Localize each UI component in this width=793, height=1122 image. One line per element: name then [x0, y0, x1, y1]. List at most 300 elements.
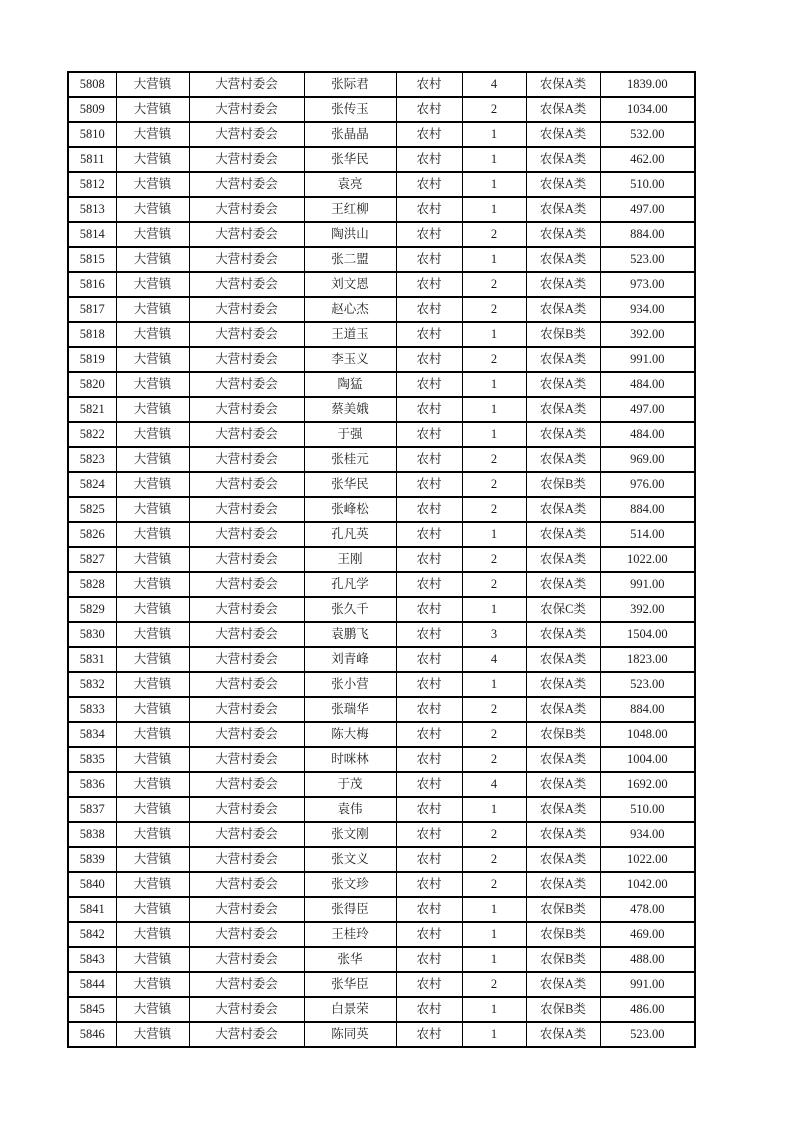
cell-village-committee: 大营村委会 — [189, 722, 304, 747]
cell-person-name: 张华臣 — [304, 972, 396, 997]
cell-town: 大营镇 — [116, 122, 189, 147]
cell-person-name: 陈大梅 — [304, 722, 396, 747]
cell-record-no: 5818 — [68, 322, 116, 347]
cell-amount: 991.00 — [600, 347, 695, 372]
cell-amount: 484.00 — [600, 422, 695, 447]
table-row — [68, 597, 695, 622]
cell-residence-type: 农村 — [396, 697, 462, 722]
cell-record-no: 5811 — [68, 147, 116, 172]
cell-amount: 523.00 — [600, 247, 695, 272]
cell-household-count: 4 — [462, 72, 526, 97]
cell-person-name: 刘文恩 — [304, 272, 396, 297]
cell-person-name: 蔡美娥 — [304, 397, 396, 422]
cell-amount: 523.00 — [600, 672, 695, 697]
cell-record-no: 5813 — [68, 197, 116, 222]
cell-town: 大营镇 — [116, 422, 189, 447]
table-row — [68, 847, 695, 872]
cell-amount: 510.00 — [600, 172, 695, 197]
cell-household-count: 2 — [462, 447, 526, 472]
cell-amount: 523.00 — [600, 1022, 695, 1047]
cell-household-count: 2 — [462, 347, 526, 372]
cell-record-no: 5833 — [68, 697, 116, 722]
table-row — [68, 1022, 695, 1047]
cell-town: 大营镇 — [116, 522, 189, 547]
cell-residence-type: 农村 — [396, 497, 462, 522]
cell-village-committee: 大营村委会 — [189, 197, 304, 222]
cell-household-count: 1 — [462, 322, 526, 347]
cell-residence-type: 农村 — [396, 422, 462, 447]
cell-insurance-class: 农保B类 — [526, 997, 600, 1022]
cell-town: 大营镇 — [116, 822, 189, 847]
table-row — [68, 797, 695, 822]
cell-village-committee: 大营村委会 — [189, 972, 304, 997]
table-row — [68, 747, 695, 772]
cell-person-name: 张瑞华 — [304, 697, 396, 722]
table-row — [68, 497, 695, 522]
cell-record-no: 5844 — [68, 972, 116, 997]
cell-person-name: 孔凡学 — [304, 572, 396, 597]
cell-residence-type: 农村 — [396, 797, 462, 822]
cell-village-committee: 大营村委会 — [189, 647, 304, 672]
cell-residence-type: 农村 — [396, 347, 462, 372]
cell-household-count: 1 — [462, 597, 526, 622]
table-row — [68, 947, 695, 972]
cell-insurance-class: 农保A类 — [526, 447, 600, 472]
cell-insurance-class: 农保A类 — [526, 972, 600, 997]
cell-insurance-class: 农保A类 — [526, 222, 600, 247]
cell-amount: 497.00 — [600, 197, 695, 222]
cell-village-committee: 大营村委会 — [189, 222, 304, 247]
cell-amount: 497.00 — [600, 397, 695, 422]
table-row — [68, 697, 695, 722]
cell-village-committee: 大营村委会 — [189, 772, 304, 797]
cell-household-count: 2 — [462, 97, 526, 122]
cell-village-committee: 大营村委会 — [189, 397, 304, 422]
cell-village-committee: 大营村委会 — [189, 97, 304, 122]
cell-insurance-class: 农保A类 — [526, 622, 600, 647]
cell-insurance-class: 农保A类 — [526, 672, 600, 697]
cell-amount: 1839.00 — [600, 72, 695, 97]
cell-residence-type: 农村 — [396, 822, 462, 847]
cell-person-name: 张华民 — [304, 147, 396, 172]
table-row — [68, 397, 695, 422]
cell-insurance-class: 农保A类 — [526, 772, 600, 797]
cell-amount: 991.00 — [600, 572, 695, 597]
cell-insurance-class: 农保B类 — [526, 897, 600, 922]
cell-insurance-class: 农保A类 — [526, 147, 600, 172]
cell-insurance-class: 农保A类 — [526, 172, 600, 197]
table-row — [68, 122, 695, 147]
cell-record-no: 5839 — [68, 847, 116, 872]
cell-residence-type: 农村 — [396, 897, 462, 922]
table-row — [68, 672, 695, 697]
cell-amount: 1504.00 — [600, 622, 695, 647]
cell-residence-type: 农村 — [396, 147, 462, 172]
cell-residence-type: 农村 — [396, 772, 462, 797]
cell-insurance-class: 农保A类 — [526, 72, 600, 97]
cell-residence-type: 农村 — [396, 97, 462, 122]
cell-town: 大营镇 — [116, 447, 189, 472]
table-row — [68, 722, 695, 747]
cell-person-name: 孔凡英 — [304, 522, 396, 547]
cell-town: 大营镇 — [116, 97, 189, 122]
cell-person-name: 张得臣 — [304, 897, 396, 922]
cell-amount: 934.00 — [600, 297, 695, 322]
cell-record-no: 5846 — [68, 1022, 116, 1047]
cell-residence-type: 农村 — [396, 572, 462, 597]
cell-residence-type: 农村 — [396, 222, 462, 247]
cell-person-name: 张华民 — [304, 472, 396, 497]
cell-town: 大营镇 — [116, 697, 189, 722]
cell-person-name: 白景荣 — [304, 997, 396, 1022]
cell-town: 大营镇 — [116, 247, 189, 272]
records-table-body — [68, 72, 695, 1047]
cell-residence-type: 农村 — [396, 672, 462, 697]
cell-town: 大营镇 — [116, 372, 189, 397]
cell-record-no: 5842 — [68, 922, 116, 947]
cell-town: 大营镇 — [116, 497, 189, 522]
cell-person-name: 张小营 — [304, 672, 396, 697]
cell-village-committee: 大营村委会 — [189, 472, 304, 497]
cell-record-no: 5836 — [68, 772, 116, 797]
cell-insurance-class: 农保A类 — [526, 197, 600, 222]
table-row — [68, 547, 695, 572]
cell-residence-type: 农村 — [396, 522, 462, 547]
cell-person-name: 王道玉 — [304, 322, 396, 347]
cell-person-name: 张久千 — [304, 597, 396, 622]
cell-insurance-class: 农保A类 — [526, 697, 600, 722]
cell-residence-type: 农村 — [396, 722, 462, 747]
table-row — [68, 422, 695, 447]
cell-residence-type: 农村 — [396, 322, 462, 347]
cell-household-count: 2 — [462, 872, 526, 897]
cell-record-no: 5835 — [68, 747, 116, 772]
cell-village-committee: 大营村委会 — [189, 922, 304, 947]
cell-person-name: 王红柳 — [304, 197, 396, 222]
cell-amount: 1034.00 — [600, 97, 695, 122]
cell-record-no: 5845 — [68, 997, 116, 1022]
cell-household-count: 1 — [462, 372, 526, 397]
cell-household-count: 1 — [462, 422, 526, 447]
cell-residence-type: 农村 — [396, 847, 462, 872]
cell-village-committee: 大营村委会 — [189, 947, 304, 972]
cell-household-count: 2 — [462, 572, 526, 597]
cell-person-name: 袁伟 — [304, 797, 396, 822]
cell-household-count: 1 — [462, 897, 526, 922]
cell-amount: 532.00 — [600, 122, 695, 147]
cell-amount: 969.00 — [600, 447, 695, 472]
cell-record-no: 5815 — [68, 247, 116, 272]
cell-town: 大营镇 — [116, 797, 189, 822]
table-row — [68, 347, 695, 372]
cell-town: 大营镇 — [116, 147, 189, 172]
cell-village-committee: 大营村委会 — [189, 672, 304, 697]
cell-household-count: 1 — [462, 522, 526, 547]
cell-person-name: 张文珍 — [304, 872, 396, 897]
cell-residence-type: 农村 — [396, 122, 462, 147]
cell-insurance-class: 农保A类 — [526, 97, 600, 122]
cell-village-committee: 大营村委会 — [189, 347, 304, 372]
cell-household-count: 1 — [462, 122, 526, 147]
cell-record-no: 5837 — [68, 797, 116, 822]
cell-village-committee: 大营村委会 — [189, 697, 304, 722]
cell-record-no: 5812 — [68, 172, 116, 197]
cell-household-count: 4 — [462, 647, 526, 672]
cell-record-no: 5830 — [68, 622, 116, 647]
table-row — [68, 447, 695, 472]
cell-record-no: 5822 — [68, 422, 116, 447]
cell-village-committee: 大营村委会 — [189, 997, 304, 1022]
table-row — [68, 72, 695, 97]
cell-town: 大营镇 — [116, 672, 189, 697]
cell-residence-type: 农村 — [396, 297, 462, 322]
cell-town: 大营镇 — [116, 1022, 189, 1047]
table-row — [68, 622, 695, 647]
cell-insurance-class: 农保A类 — [526, 122, 600, 147]
cell-amount: 1048.00 — [600, 722, 695, 747]
cell-person-name: 陈同英 — [304, 1022, 396, 1047]
cell-person-name: 陶洪山 — [304, 222, 396, 247]
cell-insurance-class: 农保A类 — [526, 872, 600, 897]
cell-person-name: 张华 — [304, 947, 396, 972]
cell-household-count: 1 — [462, 922, 526, 947]
cell-insurance-class: 农保A类 — [526, 297, 600, 322]
cell-household-count: 1 — [462, 172, 526, 197]
cell-residence-type: 农村 — [396, 647, 462, 672]
cell-village-committee: 大营村委会 — [189, 822, 304, 847]
cell-household-count: 1 — [462, 197, 526, 222]
cell-household-count: 2 — [462, 847, 526, 872]
cell-person-name: 袁鹏飞 — [304, 622, 396, 647]
table-row — [68, 872, 695, 897]
cell-village-committee: 大营村委会 — [189, 447, 304, 472]
cell-record-no: 5841 — [68, 897, 116, 922]
cell-amount: 514.00 — [600, 522, 695, 547]
cell-residence-type: 农村 — [396, 947, 462, 972]
table-row — [68, 322, 695, 347]
cell-insurance-class: 农保A类 — [526, 347, 600, 372]
table-row — [68, 472, 695, 497]
cell-village-committee: 大营村委会 — [189, 1022, 304, 1047]
cell-household-count: 1 — [462, 997, 526, 1022]
table-row — [68, 172, 695, 197]
cell-person-name: 张晶晶 — [304, 122, 396, 147]
cell-household-count: 1 — [462, 147, 526, 172]
cell-town: 大营镇 — [116, 197, 189, 222]
cell-person-name: 张文义 — [304, 847, 396, 872]
table-row — [68, 372, 695, 397]
cell-village-committee: 大营村委会 — [189, 872, 304, 897]
cell-household-count: 1 — [462, 247, 526, 272]
cell-town: 大营镇 — [116, 847, 189, 872]
cell-record-no: 5829 — [68, 597, 116, 622]
cell-amount: 1692.00 — [600, 772, 695, 797]
cell-person-name: 刘青峰 — [304, 647, 396, 672]
cell-village-committee: 大营村委会 — [189, 547, 304, 572]
table-row — [68, 247, 695, 272]
table-row — [68, 772, 695, 797]
cell-insurance-class: 农保C类 — [526, 597, 600, 622]
cell-town: 大营镇 — [116, 297, 189, 322]
cell-amount: 884.00 — [600, 497, 695, 522]
cell-amount: 991.00 — [600, 972, 695, 997]
cell-household-count: 2 — [462, 297, 526, 322]
cell-town: 大营镇 — [116, 572, 189, 597]
cell-town: 大营镇 — [116, 647, 189, 672]
cell-residence-type: 农村 — [396, 1022, 462, 1047]
cell-amount: 462.00 — [600, 147, 695, 172]
cell-record-no: 5821 — [68, 397, 116, 422]
cell-record-no: 5826 — [68, 522, 116, 547]
cell-household-count: 2 — [462, 547, 526, 572]
cell-town: 大营镇 — [116, 772, 189, 797]
cell-record-no: 5820 — [68, 372, 116, 397]
table-row — [68, 647, 695, 672]
cell-village-committee: 大营村委会 — [189, 572, 304, 597]
cell-person-name: 王刚 — [304, 547, 396, 572]
cell-town: 大营镇 — [116, 722, 189, 747]
cell-residence-type: 农村 — [396, 397, 462, 422]
cell-household-count: 1 — [462, 672, 526, 697]
cell-town: 大营镇 — [116, 347, 189, 372]
cell-record-no: 5819 — [68, 347, 116, 372]
cell-household-count: 2 — [462, 697, 526, 722]
cell-village-committee: 大营村委会 — [189, 372, 304, 397]
cell-amount: 392.00 — [600, 322, 695, 347]
cell-household-count: 4 — [462, 772, 526, 797]
cell-town: 大营镇 — [116, 222, 189, 247]
cell-insurance-class: 农保A类 — [526, 547, 600, 572]
cell-person-name: 张传玉 — [304, 97, 396, 122]
cell-village-committee: 大营村委会 — [189, 597, 304, 622]
table-row — [68, 147, 695, 172]
cell-household-count: 2 — [462, 972, 526, 997]
cell-household-count: 2 — [462, 822, 526, 847]
cell-residence-type: 农村 — [396, 622, 462, 647]
cell-village-committee: 大营村委会 — [189, 797, 304, 822]
cell-town: 大营镇 — [116, 272, 189, 297]
cell-amount: 1823.00 — [600, 647, 695, 672]
cell-household-count: 2 — [462, 497, 526, 522]
cell-household-count: 1 — [462, 797, 526, 822]
cell-residence-type: 农村 — [396, 872, 462, 897]
cell-residence-type: 农村 — [396, 972, 462, 997]
cell-village-committee: 大营村委会 — [189, 72, 304, 97]
cell-residence-type: 农村 — [396, 447, 462, 472]
cell-insurance-class: 农保B类 — [526, 472, 600, 497]
cell-person-name: 袁亮 — [304, 172, 396, 197]
cell-town: 大营镇 — [116, 922, 189, 947]
table-row — [68, 297, 695, 322]
cell-insurance-class: 农保A类 — [526, 272, 600, 297]
cell-amount: 973.00 — [600, 272, 695, 297]
table-row — [68, 97, 695, 122]
cell-amount: 486.00 — [600, 997, 695, 1022]
cell-amount: 510.00 — [600, 797, 695, 822]
cell-record-no: 5814 — [68, 222, 116, 247]
cell-person-name: 张际君 — [304, 72, 396, 97]
cell-town: 大营镇 — [116, 597, 189, 622]
cell-amount: 884.00 — [600, 697, 695, 722]
cell-village-committee: 大营村委会 — [189, 172, 304, 197]
cell-amount: 884.00 — [600, 222, 695, 247]
cell-record-no: 5838 — [68, 822, 116, 847]
cell-person-name: 李玉义 — [304, 347, 396, 372]
cell-insurance-class: 农保A类 — [526, 572, 600, 597]
cell-residence-type: 农村 — [396, 547, 462, 572]
cell-record-no: 5808 — [68, 72, 116, 97]
cell-insurance-class: 农保A类 — [526, 797, 600, 822]
cell-residence-type: 农村 — [396, 197, 462, 222]
cell-insurance-class: 农保A类 — [526, 647, 600, 672]
cell-record-no: 5843 — [68, 947, 116, 972]
cell-insurance-class: 农保A类 — [526, 747, 600, 772]
cell-insurance-class: 农保A类 — [526, 522, 600, 547]
cell-residence-type: 农村 — [396, 597, 462, 622]
cell-village-committee: 大营村委会 — [189, 122, 304, 147]
cell-person-name: 张桂元 — [304, 447, 396, 472]
cell-person-name: 张文刚 — [304, 822, 396, 847]
cell-village-committee: 大营村委会 — [189, 322, 304, 347]
cell-village-committee: 大营村委会 — [189, 422, 304, 447]
cell-household-count: 2 — [462, 222, 526, 247]
cell-record-no: 5817 — [68, 297, 116, 322]
cell-residence-type: 农村 — [396, 172, 462, 197]
table-row — [68, 972, 695, 997]
cell-insurance-class: 农保B类 — [526, 947, 600, 972]
cell-amount: 478.00 — [600, 897, 695, 922]
cell-insurance-class: 农保B类 — [526, 722, 600, 747]
cell-person-name: 张峰松 — [304, 497, 396, 522]
cell-household-count: 2 — [462, 272, 526, 297]
cell-town: 大营镇 — [116, 747, 189, 772]
cell-household-count: 3 — [462, 622, 526, 647]
cell-person-name: 陶猛 — [304, 372, 396, 397]
cell-residence-type: 农村 — [396, 922, 462, 947]
table-row — [68, 897, 695, 922]
cell-insurance-class: 农保A类 — [526, 372, 600, 397]
cell-amount: 1042.00 — [600, 872, 695, 897]
cell-town: 大营镇 — [116, 972, 189, 997]
cell-town: 大营镇 — [116, 897, 189, 922]
cell-record-no: 5831 — [68, 647, 116, 672]
cell-household-count: 1 — [462, 947, 526, 972]
cell-insurance-class: 农保B类 — [526, 322, 600, 347]
cell-record-no: 5810 — [68, 122, 116, 147]
cell-residence-type: 农村 — [396, 272, 462, 297]
cell-record-no: 5825 — [68, 497, 116, 522]
cell-household-count: 1 — [462, 397, 526, 422]
cell-amount: 1004.00 — [600, 747, 695, 772]
cell-insurance-class: 农保A类 — [526, 422, 600, 447]
cell-village-committee: 大营村委会 — [189, 497, 304, 522]
cell-record-no: 5827 — [68, 547, 116, 572]
cell-insurance-class: 农保A类 — [526, 497, 600, 522]
cell-amount: 1022.00 — [600, 547, 695, 572]
cell-town: 大营镇 — [116, 947, 189, 972]
cell-town: 大营镇 — [116, 397, 189, 422]
cell-town: 大营镇 — [116, 472, 189, 497]
cell-household-count: 2 — [462, 472, 526, 497]
cell-amount: 976.00 — [600, 472, 695, 497]
cell-village-committee: 大营村委会 — [189, 247, 304, 272]
cell-person-name: 时咪林 — [304, 747, 396, 772]
cell-record-no: 5834 — [68, 722, 116, 747]
cell-village-committee: 大营村委会 — [189, 297, 304, 322]
cell-town: 大营镇 — [116, 622, 189, 647]
cell-record-no: 5809 — [68, 97, 116, 122]
cell-person-name: 赵心杰 — [304, 297, 396, 322]
